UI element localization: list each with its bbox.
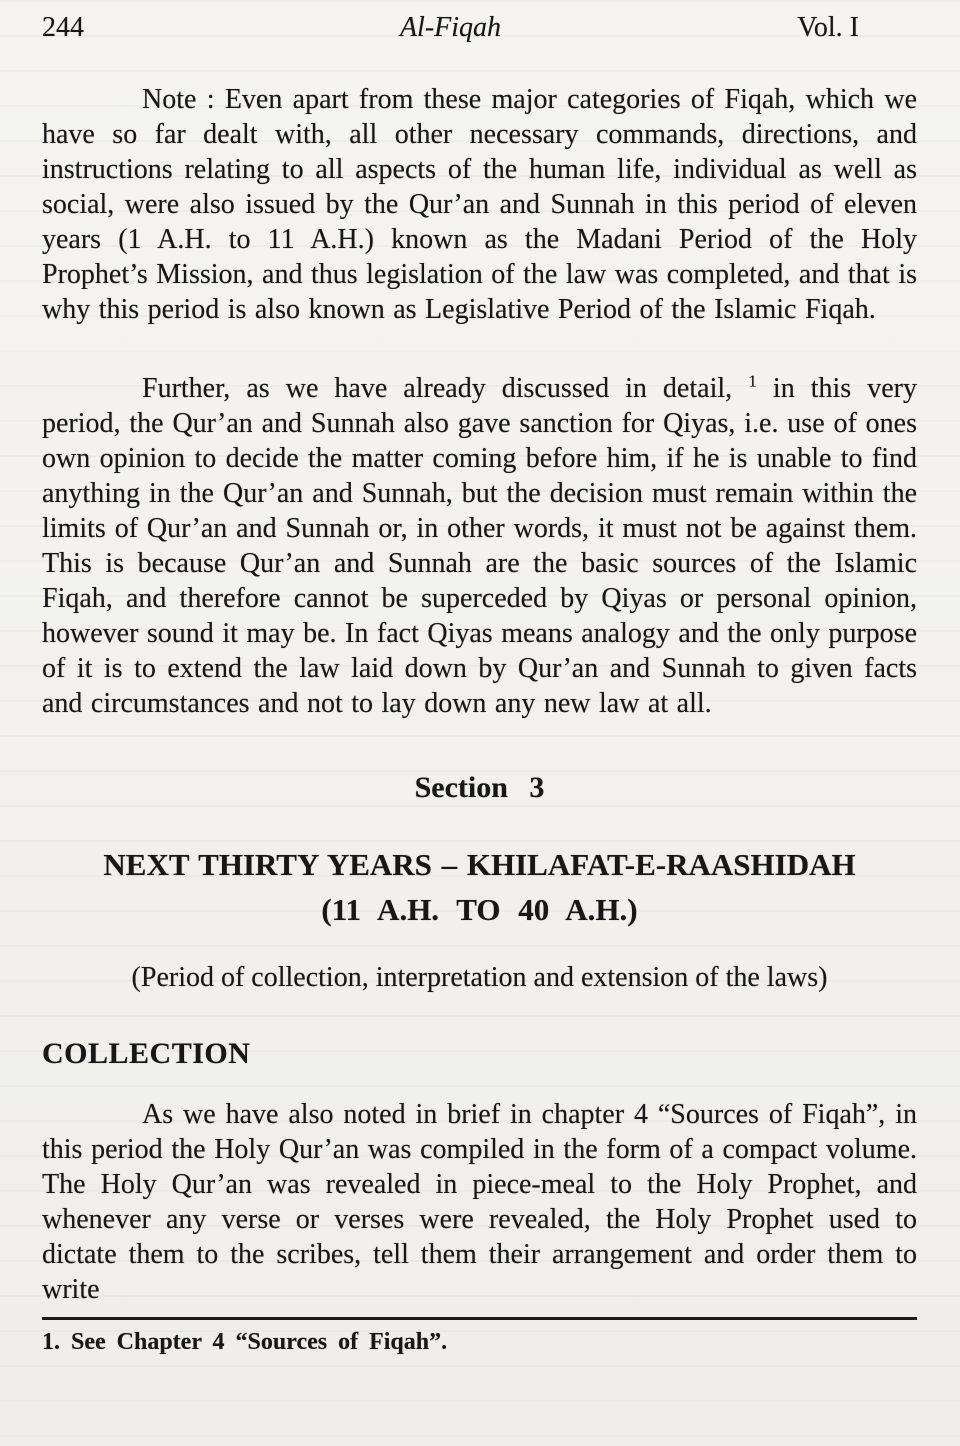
subsection-heading-collection: COLLECTION [42, 1037, 251, 1070]
footnote-text: 1. See Chapter 4 “Sources of Fiqah”. [42, 1329, 448, 1355]
paragraph-collection: As we have also noted in brief in chapter 4 “Sources of Fiqah”, in this period the Holy Qur’an was compiled in the form of a compact volume. The Holy Qur’an was revealed in piece-meal to the Holy Prophet, and whenever any verse or verses were revealed, the Holy Prophet used to dictate them to the scribes, tell them their arrangement and order them to write [42, 1099, 917, 1305]
paragraph-note: Note : Even apart from these major categories of Fiqah, which we have so far dealt with, all other necessary commands, directions, and instructions relating to all aspects of the human life, individual as well as social, were also issued by the Qur’an and Sunnah in this period of eleven years (1 A.H. to 11 A.H.) known as the Madani Period of the Holy Prophet’s Mission, and thus legislation of the law was completed, and that is why this period is also known as Legislative Period of the Islamic Fiqah. [42, 84, 917, 325]
page-header [42, 12, 917, 44]
page-number: 244 [42, 12, 84, 43]
volume-label: Vol. I [797, 12, 859, 43]
chapter-subtitle: (Period of collection, interpretation and extension of the laws) [131, 962, 828, 993]
paragraph-further-text-end: in this very period, the Qur’an and Sunnah also gave sanction for Qiyas, i.e. use of ones own opinion to decide the matter coming before him, if he is unable to find anything in the Qur’an and Sunnah, but the decision must remain within the limits of Qur’an and Sunnah or, in other words, it must not be against them. This is because Qur’an and Sunnah are the basic sources of the Islamic Fiqah, and therefore cannot be superceded by Qiyas or personal opinion, however sound it may be. In fact Qiyas means analogy and the only purpose of it is to extend the law laid down by Qur’an and Sunnah to given facts and circumstances and not to lay down any new law at all. [42, 373, 917, 719]
paragraph-further-text-start: Further, as we have already discussed in detail, [142, 373, 733, 404]
chapter-title-line1: NEXT THIRTY YEARS – KHILAFAT-E-RAASHIDAH [103, 847, 856, 882]
section-heading: Section 3 [414, 771, 545, 804]
paragraph-further [42, 371, 917, 721]
book-title: Al-Fiqah [399, 12, 502, 43]
footnote-section [42, 1317, 917, 1357]
chapter-title-line2: (11 A.H. TO 40 A.H.) [321, 892, 638, 927]
footnote-reference: 1 [748, 371, 757, 391]
